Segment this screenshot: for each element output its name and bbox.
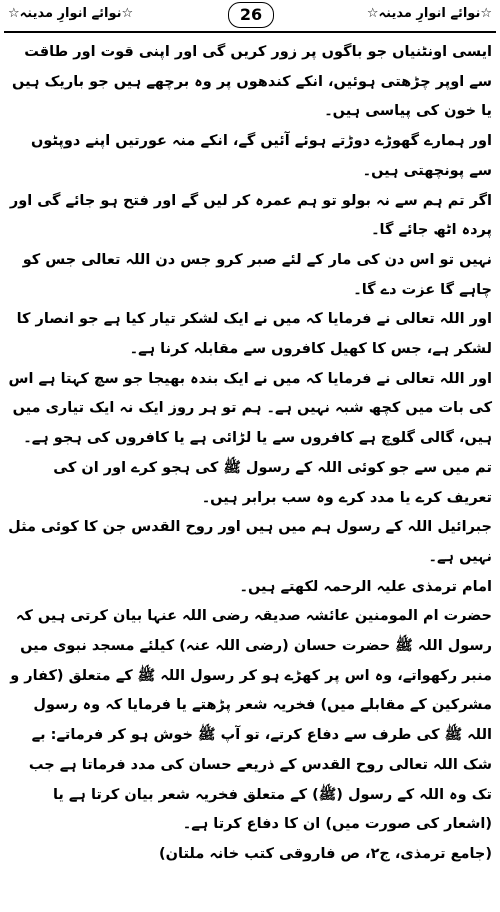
- paragraph: ایسی اونٹنیاں جو باگوں پر زور کریں گی اور اپنی قوت اور طاقت سے اوپر چڑھتی ہوئیں، انکے کندھوں پر وہ برچھے ہیں جو باریک ہیں یا خون کی پیاسی ہیں۔: [12, 44, 492, 120]
- header-divider: [4, 31, 496, 33]
- paragraph: امام ترمذی علیہ الرحمہ لکھتے ہیں۔: [239, 578, 492, 595]
- reference-citation: (جامع ترمذی، ج۲، ص فاروقی کتب خانہ ملتان): [159, 845, 492, 862]
- page-number: 26: [228, 2, 274, 28]
- page-body: [8, 38, 492, 912]
- header-title-left: ☆نوائے انوارِ مدینہ☆: [8, 6, 134, 21]
- paragraph: اگر تم ہم سے نہ بولو تو ہم عمرہ کر لیں گے اور فتح ہو جائے گی اور پردہ اٹھ جائے گا۔: [9, 192, 492, 239]
- paragraph: حضرت ام المومنین عائشہ صدیقہ رضی اللہ عنہا بیان کرتی ہیں کہ رسول اللہ ﷺ حضرت حسان (رضی اللہ عنہ) کیلئے مسجد نبوی میں منبر رکھواتے، وہ اس پر کھڑے ہو کر رسول اللہ ﷺ کے متعلق (کفار و مشرکین کے مقابلے میں) فخریہ شعر پڑھتے یا فرمایا کہ وہ رسول اللہ ﷺ کی طرف سے دفاع کرتے، تو آپ ﷺ خوش ہو کر فرماتے: بے شک اللہ تعالی روح القدس کے ذریعے حسان کی مدد فرماتا ہے جب تک وہ اللہ کے رسول (ﷺ) کے متعلق فخریہ شعر بیان کرتا ہے یا (اشعار کی صورت میں) ان کا دفاع کرتا ہے۔: [10, 608, 492, 833]
- header-title-right: ☆نوائے انوارِ مدینہ☆: [366, 6, 492, 21]
- paragraph: اور اللہ تعالی نے فرمایا کہ میں نے ایک بندہ بھیجا جو سچ کہتا ہے اس کی بات میں کچھ شبہ نہیں ہے۔ ہم تو ہر روز ایک نہ ایک تیاری میں ہیں، گالی گلوچ ہے کافروں سے یا لڑائی ہے یا کافروں کی ہجو ہے۔: [8, 370, 492, 447]
- paragraph: نہیں تو اس دن کی مار کے لئے صبر کرو جس دن اللہ تعالی جس کو چاہے گا عزت دے گا۔: [22, 251, 492, 298]
- paragraph: اور ہمارے گھوڑے دوڑتے ہوئے آئیں گے، انکے منہ عورتیں اپنے دوپٹوں سے پونچھتی ہیں۔: [31, 133, 492, 179]
- paragraph: اور اللہ تعالی نے فرمایا کہ میں نے ایک لشکر تیار کیا ہے جو انصار کا لشکر ہے، جس کا کھیل کافروں سے مقابلہ کرنا ہے۔: [16, 311, 492, 358]
- paragraph: جبرائیل اللہ کے رسول ہم میں ہیں اور روح القدس جن کا کوئی مثل نہیں ہے۔: [8, 519, 492, 565]
- page-header: [0, 0, 500, 36]
- paragraph: تم میں سے جو کوئی اللہ کے رسول ﷺ کی ہجو کرے اور ان کی تعریف کرے یا مدد کرے وہ سب برابر ہیں۔: [53, 459, 492, 506]
